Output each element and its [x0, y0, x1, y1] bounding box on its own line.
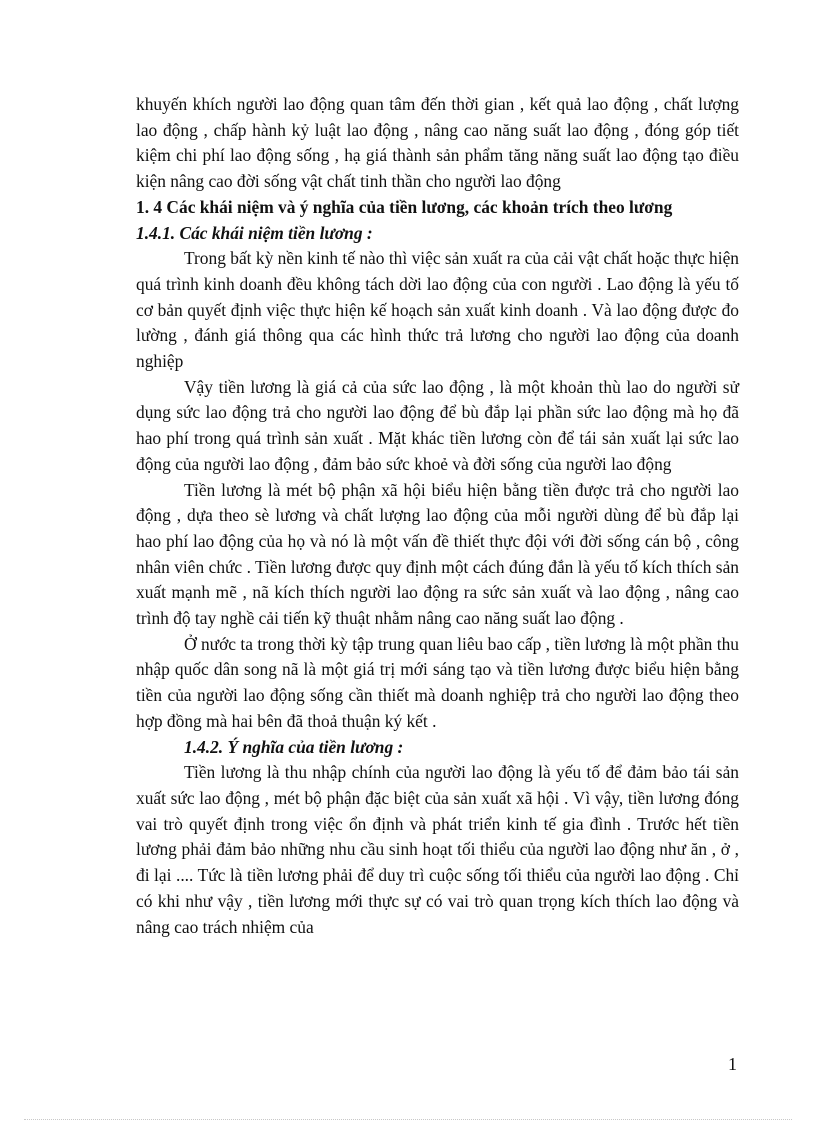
paragraph: Tiền lương là thu nhập chính của người lao động là yếu tố để đảm bảo tái sản xuất sức lao động , mét bộ phận đặc biệt của sản xuất xã hội . Vì vậy, tiền lương đóng vai trò quyết định trong việc ổn định và phát triển kinh tế gia đình . Trước hết tiền lương phải đảm bảo những nhu cầu sinh hoạt tối thiểu của người lao động như ăn , ở , đi lại .... Tức là tiền lương phải để duy trì cuộc sống tối thiểu của người lao động . Chỉ có khi như vậy , tiền lương mới thực sự có vai trò quan trọng kích thích lao động và nâng cao trách nhiệm của [136, 762, 739, 937]
section-heading: 1. 4 Các khái niệm và ý nghĩa của tiền lương, các khoản trích theo lương [136, 196, 673, 217]
paragraph: Ở nước ta trong thời kỳ tập trung quan liêu bao cấp , tiền lương là một phần thu nhập quốc dân song nã là một giá trị mới sáng tạo và tiền lương được biểu hiện bằng tiền của người lao động sống cần thiết mà doanh nghiệp trả cho người lao động theo hợp đồng mà hai bên đã thoả thuận ký kết . [136, 633, 739, 731]
document-body [136, 92, 739, 940]
subsection-heading-concepts: 1.4.1. Các khái niệm tiền lương : [136, 222, 373, 243]
paragraph: Trong bất kỳ nền kinh tế nào thì việc sản xuất ra của cải vật chất hoặc thực hiện quá trình kinh doanh đều không tách dời lao động của con người . Lao động là yếu tố cơ bản quyết định việc thực hiện kế hoạch sản xuất kinh doanh . Và lao động được đo lường , đánh giá thông qua các hình thức trả lương cho người lao động của doanh nghiệp [136, 248, 739, 372]
paragraph-continuation: khuyến khích người lao động quan tâm đến thời gian , kết quả lao động , chất lượng lao động , chấp hành kỷ luật lao động , nâng cao năng suất lao động , đóng góp tiết kiệm chi phí lao động sống , hạ giá thành sản phẩm tăng năng suất lao động tạo điều kiện nâng cao đời sống vật chất tinh thần cho người lao động [136, 94, 739, 192]
paragraph: Vậy tiền lương là giá cả của sức lao động , là một khoản thù lao do người sử dụng sức lao động trả cho người lao động để bù đắp lại phần sức lao động mà họ đã hao phí trong quá trình sản xuất . Mặt khác tiền lương còn để tái sản xuất lại sức lao động của người lao động , đảm bảo sức khoẻ và đời sống của người lao động [136, 376, 739, 474]
paragraph: Tiền lương là mét bộ phận xã hội biểu hiện bằng tiền được trả cho người lao động , dựa theo sè lương và chất lượng lao động của mỗi người dùng để bù đắp lại hao phí lao động của họ và nó là một vấn đề thiết thực đội với đời sống cán bộ , công nhân viên chức . Tiền lương được quy định một cách đúng đắn là yếu tố kích thích sản xuất mạnh mẽ , nã kích thích người lao động ra sức sản xuất và lao động , nâng cao trình độ tay nghề cải tiến kỹ thuật nhằm nâng cao năng suất lao động . [136, 479, 739, 629]
page-bottom-divider [24, 1119, 792, 1120]
subsection-heading-meaning: 1.4.2. Ý nghĩa của tiền lương : [184, 736, 404, 757]
page-number: 1 [728, 1054, 737, 1074]
